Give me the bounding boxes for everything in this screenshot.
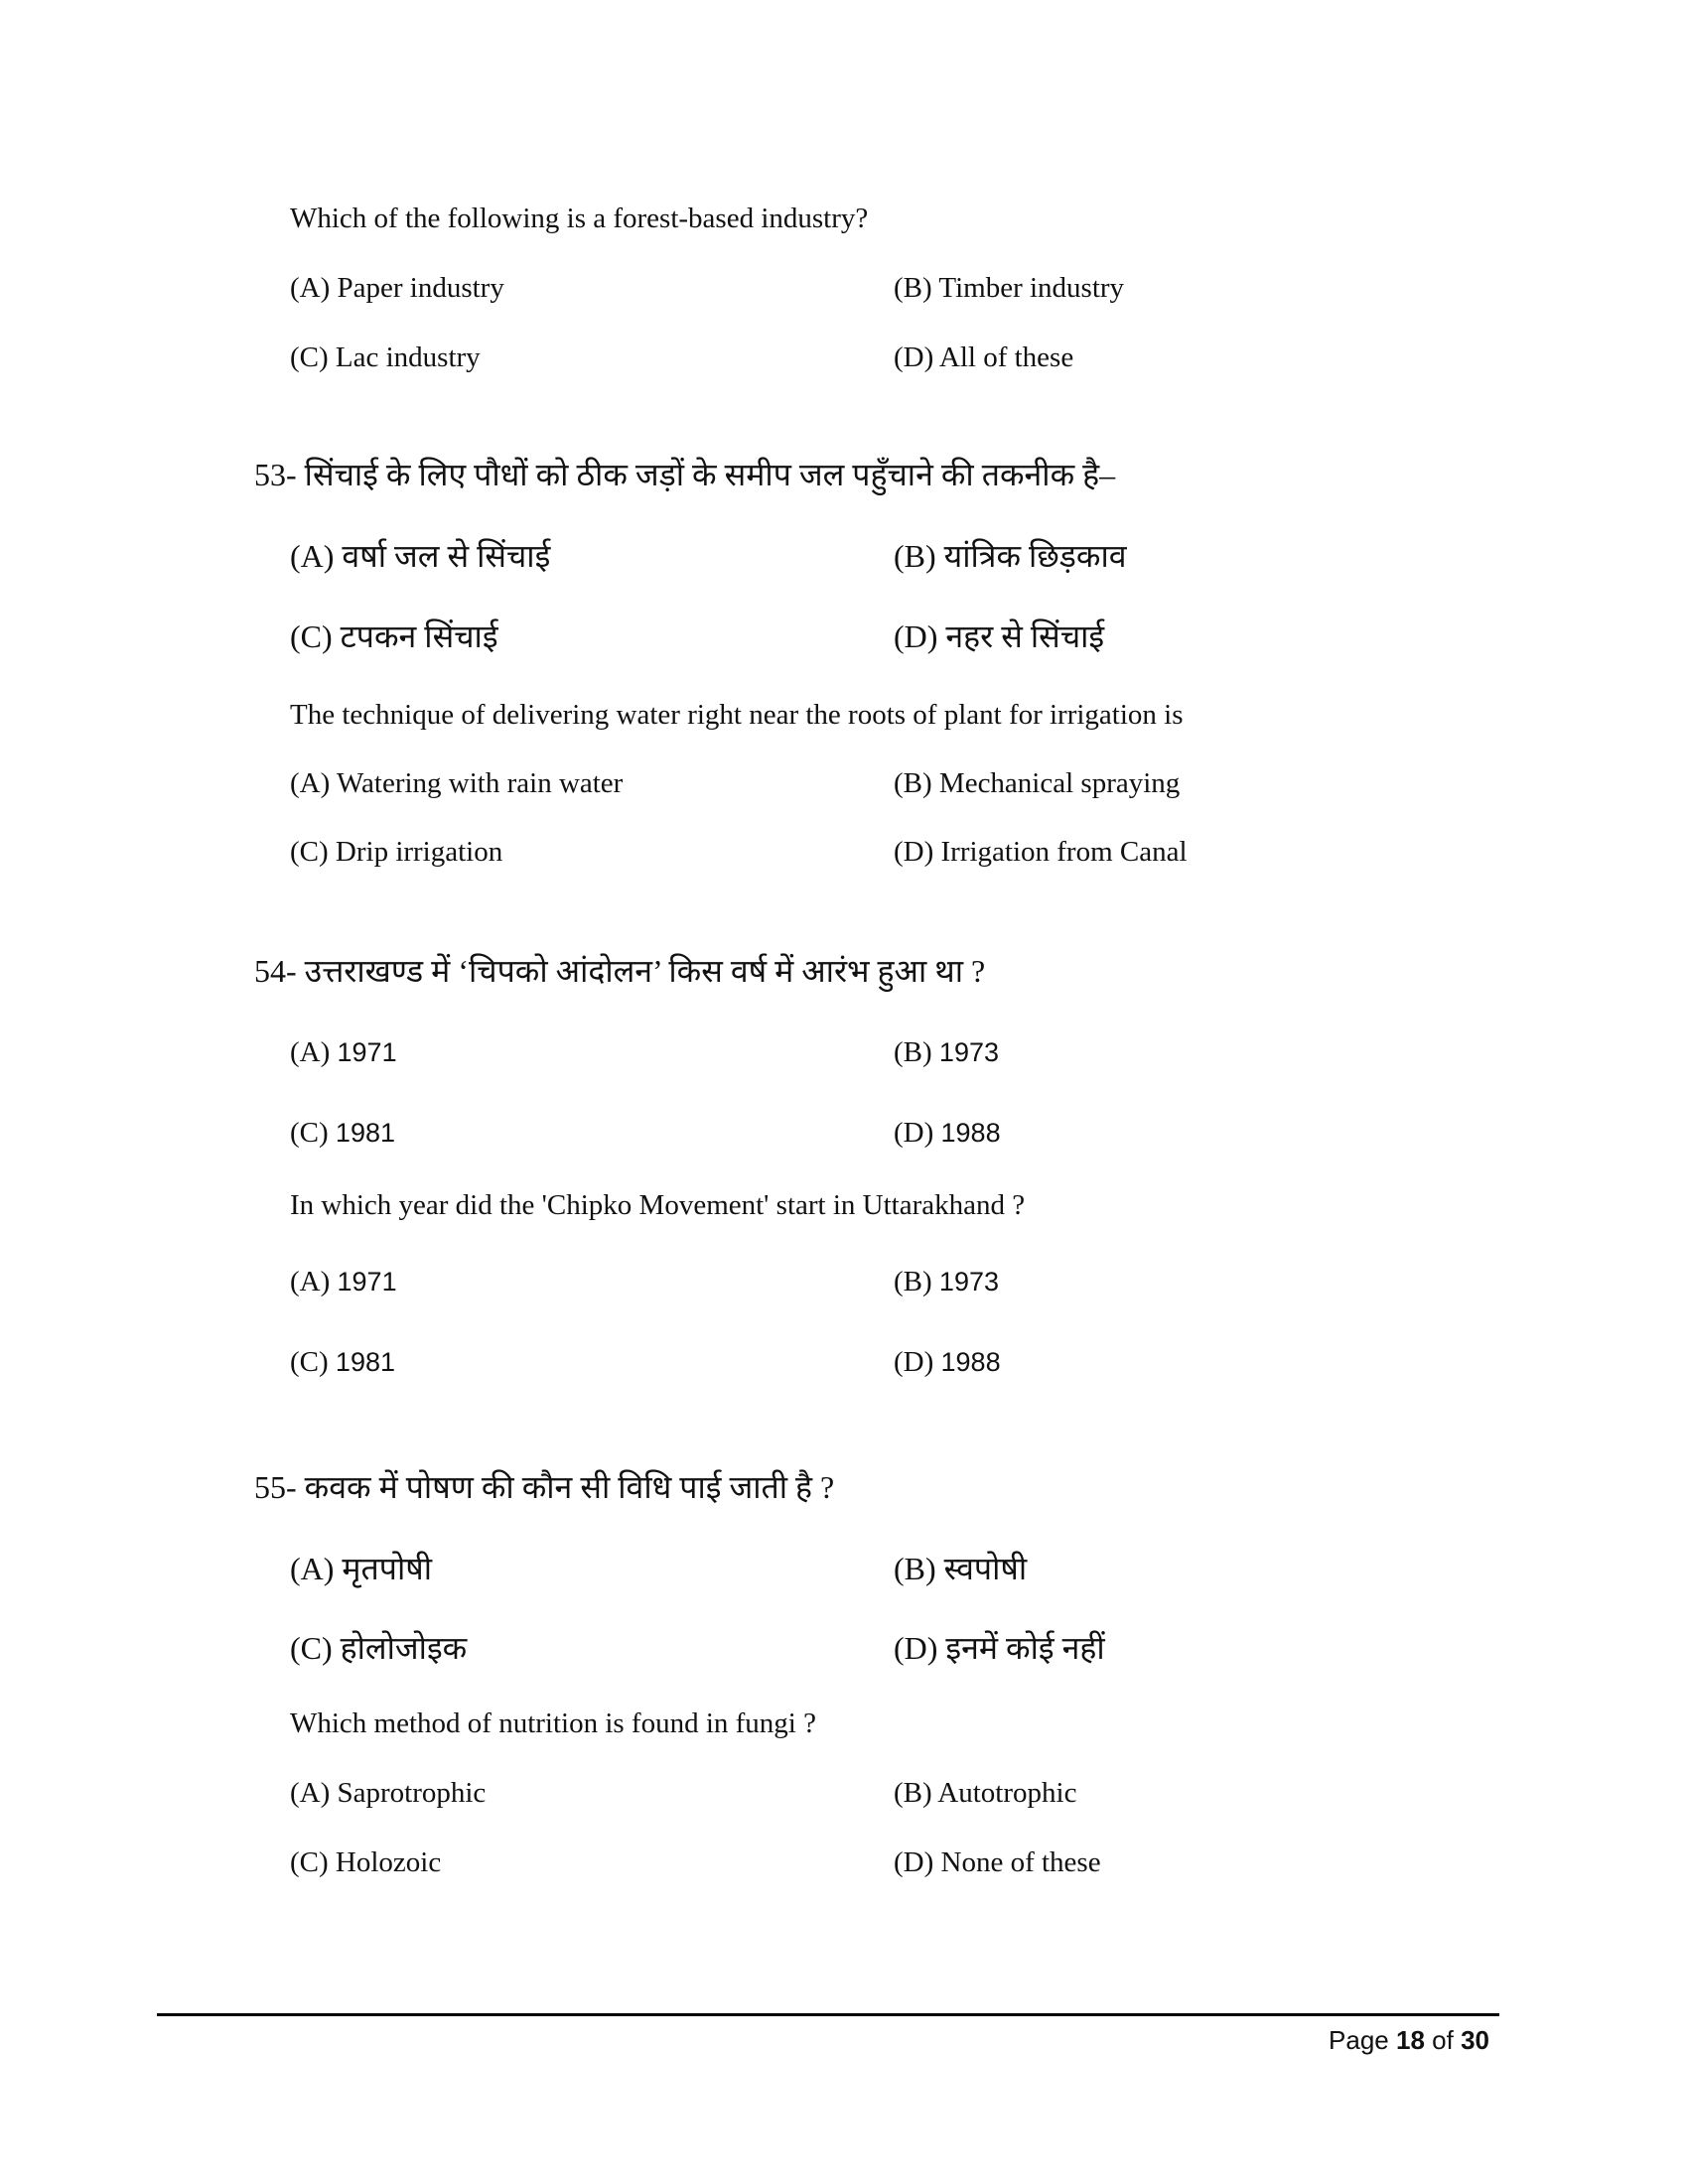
option-a: (A) Watering with rain water [290,767,624,799]
option-value: 1988 [940,1347,1001,1377]
option-letter: (B) [894,1266,932,1297]
option-d [894,1348,1001,1377]
option-c [290,1348,395,1377]
option-b: (B) Timber industry [894,272,1125,304]
option-b: (B) Autotrophic [894,1777,1077,1809]
option-c-hindi: (C) टपकन सिंचाई [290,618,498,654]
option-value: 1981 [335,1118,395,1148]
option-b [894,1268,999,1297]
option-letter: (A) [290,1266,331,1297]
question-52-english: Which of the following is a forest-based industry? [290,203,869,234]
option-c-hindi: (C) होलोजोइक [290,1630,468,1666]
option-letter: (B) [894,1036,932,1068]
option-letter: (C) [290,1117,329,1149]
option-letter: (D) [894,1117,934,1149]
option-value: 1981 [335,1347,395,1377]
option-c-hindi [290,1119,395,1148]
option-d-hindi: (D) इनमें कोई नहीं [894,1630,1105,1666]
page-label: Page [1329,2025,1389,2055]
option-d-hindi [894,1119,1001,1148]
option-value: 1971 [337,1037,397,1067]
question-53-english: The technique of delivering water right near the roots of plant for irrigation is [290,699,1184,731]
of-label: of [1432,2025,1454,2055]
question-53-hindi: 53- सिंचाई के लिए पौधों को ठीक जड़ों के समीप जल पहुँचाने की तकनीक है– [254,457,1116,492]
option-value: 1971 [337,1267,397,1297]
current-page: 18 [1396,2025,1425,2055]
option-c: (C) Lac industry [290,341,481,373]
option-d: (D) All of these [894,341,1074,373]
option-a: (A) Saprotrophic [290,1777,487,1809]
option-value: 1973 [938,1267,999,1297]
option-b: (B) Mechanical spraying [894,767,1181,799]
option-d-hindi: (D) नहर से सिंचाई [894,618,1105,654]
option-value: 1973 [938,1037,999,1067]
question-54-hindi: 54- उत्तराखण्ड में ‘चिपको आंदोलन’ किस वर्ष में आरंभ हुआ था ? [254,953,986,989]
page-number [1329,2025,1489,2056]
question-55-hindi: 55- कवक में पोषण की कौन सी विधि पाई जाती है ? [254,1469,835,1505]
option-a-hindi [290,1038,397,1067]
option-a-hindi: (A) वर्षा जल से सिंचाई [290,538,551,574]
option-value: 1988 [940,1118,1001,1148]
question-54-english: In which year did the 'Chipko Movement' start in Uttarakhand ? [290,1189,1026,1221]
option-letter: (A) [290,1036,331,1068]
option-d: (D) Irrigation from Canal [894,836,1188,868]
option-a: (A) Paper industry [290,272,504,304]
option-letter: (D) [894,1346,934,1378]
option-a [290,1268,397,1297]
option-b-hindi [894,1038,999,1067]
option-b-hindi: (B) यांत्रिक छिड़काव [894,538,1127,574]
option-letter: (C) [290,1346,329,1378]
question-55-english: Which method of nutrition is found in fungi ? [290,1707,816,1739]
option-b-hindi: (B) स्वपोषी [894,1551,1028,1586]
option-d: (D) None of these [894,1846,1101,1878]
option-a-hindi: (A) मृतपोषी [290,1551,433,1586]
total-pages: 30 [1461,2025,1489,2055]
option-c: (C) Drip irrigation [290,836,503,868]
option-c: (C) Holozoic [290,1846,442,1878]
footer-divider [157,2013,1499,2016]
